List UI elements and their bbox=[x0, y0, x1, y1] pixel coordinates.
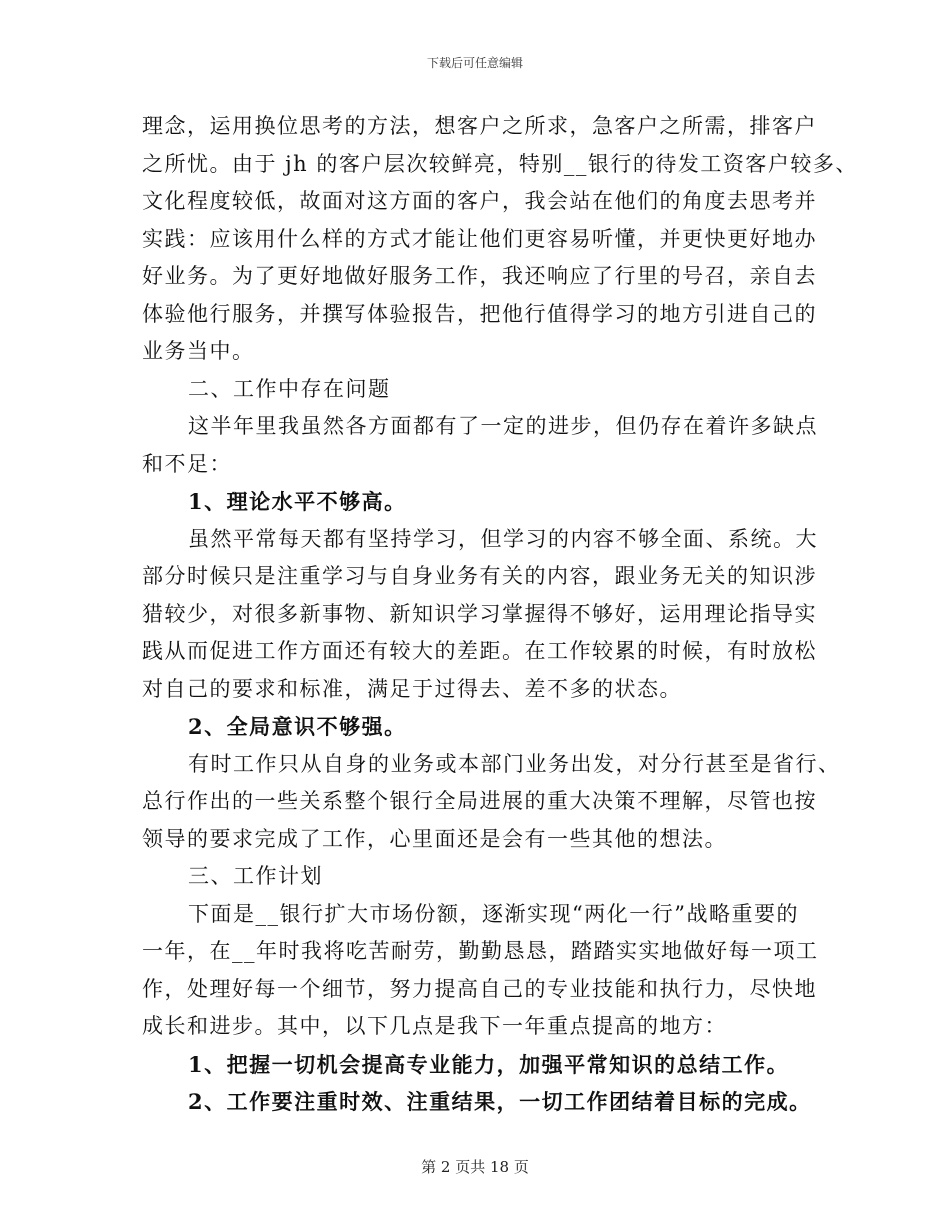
paragraph-line: 之所忧。由于 jh 的客户层次较鲜亮，特别__银行的待发工资客户较多、 bbox=[142, 151, 858, 176]
paragraph-line: 和不足： bbox=[142, 451, 232, 476]
paragraph-line: 二、工作中存在问题 bbox=[188, 376, 391, 401]
paragraph-line: 成长和进步。其中，以下几点是我下一年重点提高的地方： bbox=[142, 1014, 727, 1038]
bold-subheading-line: 1、理论水平不够高。 bbox=[188, 489, 407, 514]
paragraph-line: 践从而促进工作方面还有较大的差距。在工作较累的时候，有时放松 bbox=[142, 639, 817, 663]
paragraph-line: 体验他行服务，并撰写体验报告，把他行值得学习的地方引进自己的 bbox=[142, 301, 817, 326]
paragraph-line: 虽然平常每天都有坚持学习，但学习的内容不够全面、系统。大 bbox=[188, 526, 818, 551]
page-footer: 第 2 页共 18 页 bbox=[421, 1158, 529, 1176]
paragraph-line: 下面是__银行扩大市场份额，逐渐实现“两化一行”战略重要的 bbox=[188, 901, 799, 926]
page-header: 下载后可任意编辑 bbox=[426, 56, 523, 70]
paragraph-line: 对自己的要求和标准，满足于过得去、差不多的状态。 bbox=[142, 676, 682, 701]
paragraph-line: 一年，在__年时我将吃苦耐劳，勤勤恳恳，踏踏实实地做好每一项工 bbox=[142, 939, 819, 963]
paragraph-line: 猎较少，对很多新事物、新知识学习掌握得不够好，运用理论指导实 bbox=[142, 601, 817, 626]
paragraph-line: 部分时候只是注重学习与自身业务有关的内容，跟业务无关的知识涉 bbox=[142, 564, 817, 588]
paragraph-line: 实践：应该用什么样的方式才能让他们更容易听懂，并更快更好地办 bbox=[142, 226, 817, 251]
paragraph-line: 总行作出的一些关系整个银行全局进展的重大决策不理解，尽管也按 bbox=[142, 789, 817, 813]
document-body bbox=[142, 108, 858, 1121]
paragraph-line: 有时工作只从自身的业务或本部门业务出发，对分行甚至是省行、 bbox=[188, 751, 841, 776]
bold-subheading-line: 2、全局意识不够强。 bbox=[188, 714, 407, 739]
paragraph-line: 业务当中。 bbox=[142, 339, 255, 363]
bold-subheading-line: 2、工作要注重时效、注重结果，一切工作团结着目标的完成。 bbox=[188, 1089, 812, 1114]
paragraph-line: 好业务。为了更好地做好服务工作，我还响应了行里的号召，亲自去 bbox=[142, 264, 817, 288]
bold-subheading-line: 1、把握一切机会提高专业能力，加强平常知识的总结工作。 bbox=[188, 1051, 790, 1077]
paragraph-line: 理念，运用换位思考的方法，想客户之所求，急客户之所需，排客户 bbox=[142, 114, 817, 138]
paragraph-line: 文化程度较低，故面对这方面的客户，我会站在他们的角度去思考并 bbox=[142, 189, 817, 213]
paragraph-line: 领导的要求完成了工作，心里面还是会有一些其他的想法。 bbox=[142, 826, 727, 851]
paragraph-line: 作，处理好每一个细节，努力提高自己的专业技能和执行力，尽快地 bbox=[142, 976, 817, 1001]
paragraph-line: 三、工作计划 bbox=[188, 864, 323, 888]
paragraph-line: 这半年里我虽然各方面都有了一定的进步，但仍存在着许多缺点 bbox=[188, 414, 818, 438]
